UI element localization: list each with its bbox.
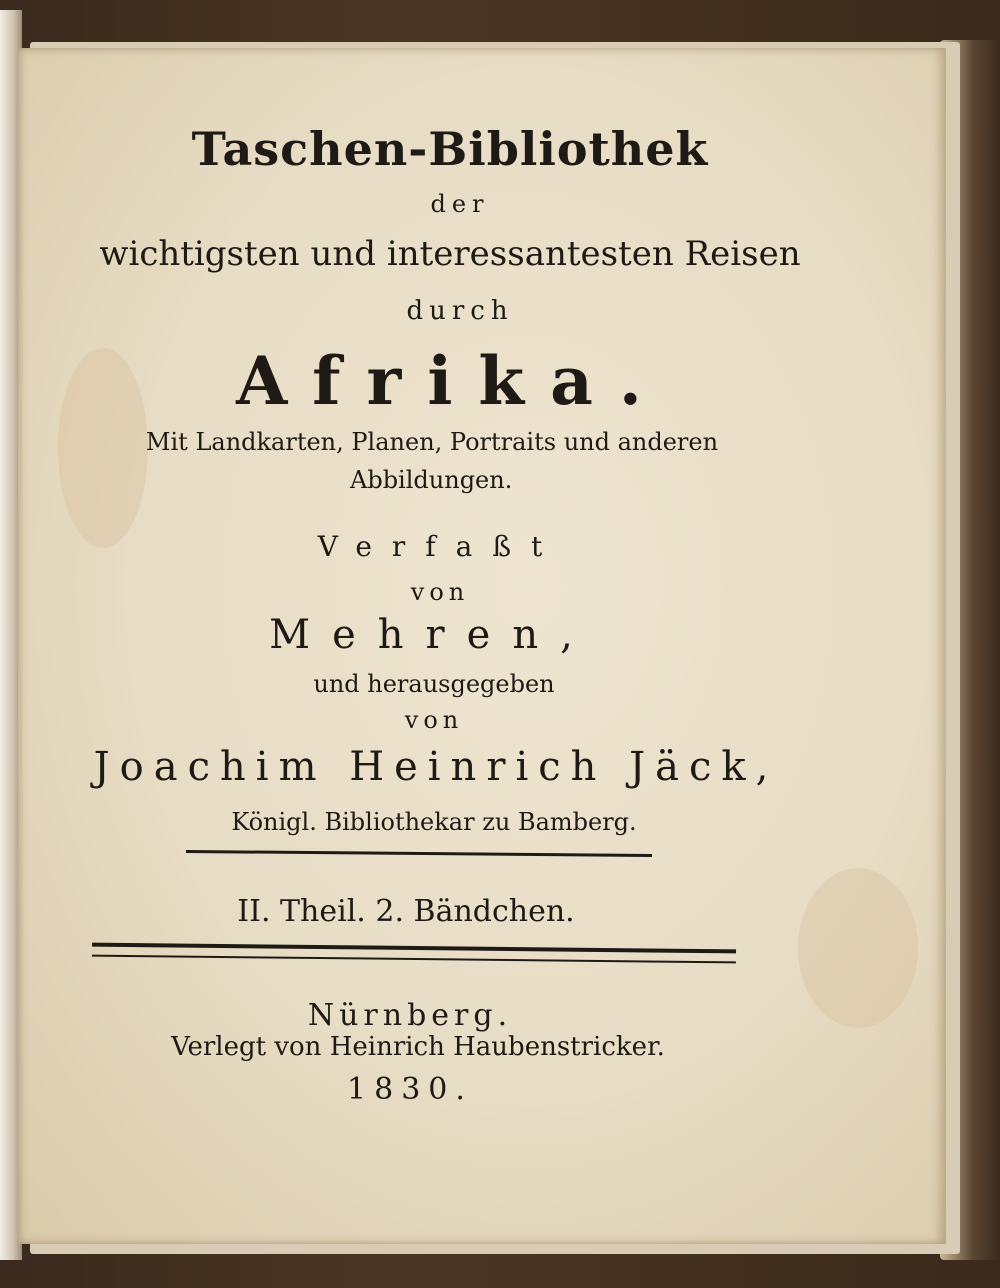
authored-label: Verfaßt — [317, 530, 563, 563]
editor-title: Königl. Bibliothekar zu Bamberg. — [231, 808, 637, 836]
editor-name: Joachim Heinrich Jäck, — [93, 744, 779, 790]
title-connector-der: der — [430, 190, 490, 218]
by-label-editor: von — [404, 706, 464, 734]
authors: Mehren, — [269, 612, 595, 658]
by-label: von — [410, 578, 470, 606]
contents-description: Mit Landkarten, Planen, Portraits und anderen — [145, 428, 719, 456]
volume-info: II. Theil. 2. Bändchen. — [237, 894, 575, 929]
edited-label: und herausgegeben — [313, 670, 555, 698]
region-title: Afrika. — [236, 342, 668, 420]
book-subtitle: wichtigsten und interessantesten Reisen — [99, 234, 801, 274]
book-title: Taschen-Bibliothek — [191, 122, 709, 176]
publication-place: Nürnberg. — [307, 998, 513, 1033]
title-connector-durch: durch — [406, 296, 514, 326]
publication-year: 1830. — [347, 1072, 473, 1107]
contents-description-continued: Abbildungen. — [350, 466, 513, 494]
publisher: Verlegt von Heinrich Haubenstricker. — [171, 1032, 665, 1062]
